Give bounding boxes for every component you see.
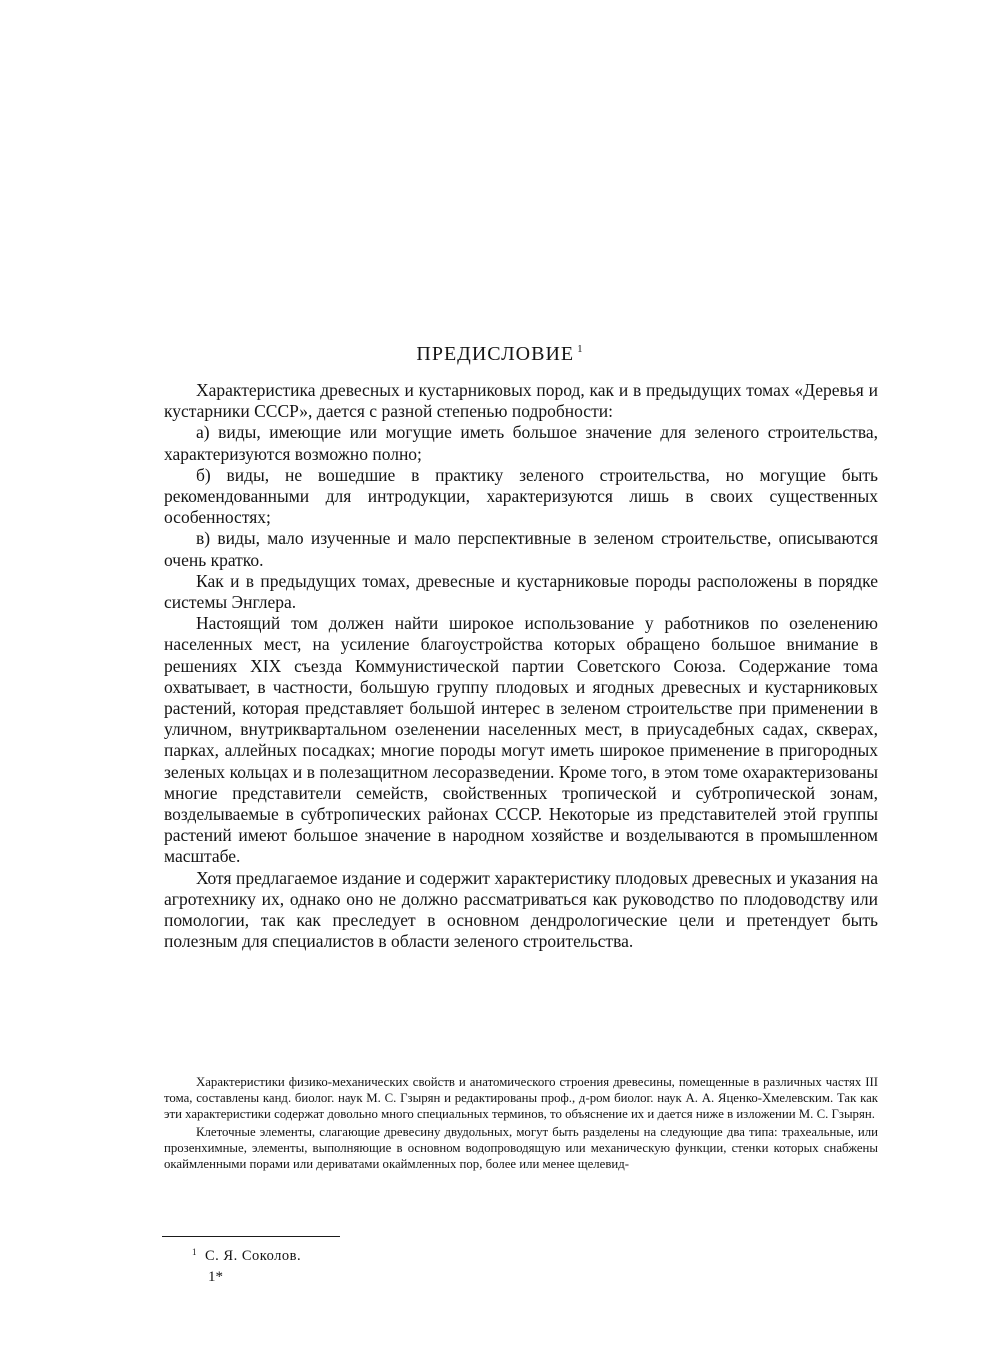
paragraph-engler: Как и в предыдущих томах, древесные и кустарниковые породы расположены в порядке системы Энглера. [164, 570, 878, 613]
sheet-signature: 1* [208, 1269, 223, 1285]
title-text: ПРЕДИСЛОВИЕ [416, 343, 575, 365]
paragraph-intro: Характеристика древесных и кустарниковых пород, как и в предыдущих томах «Деревья и кустарники СССР», дается с разной степенью подробности: [164, 380, 878, 422]
paragraph-item-a: а) виды, имеющие или могущие иметь большое значение для зеленого строительства, характеризуются возможно полно; [164, 422, 878, 464]
paragraph-item-c: в) виды, мало изученные и мало перспективные в зеленом строительстве, описываются очень кратко. [164, 528, 878, 570]
footnote-marker: 1 [192, 1247, 197, 1257]
note-cell-elements: Клеточные элементы, слагающие древесину двудольных, могут быть разделены на следующие два типа: трахеальные, или прозенхимные, элементы, выполняющие в основном водопроводящую или механическую функции, стенки которых снабжены окаймленными порами или дериватами окаймленных пор, более или менее щелевид- [164, 1124, 878, 1172]
title-footnote-marker: 1 [577, 343, 584, 355]
footnote-text: С. Я. Соколов. [205, 1248, 302, 1264]
small-print-notes [164, 1074, 878, 1173]
footnote [192, 1243, 301, 1265]
footnote-divider [162, 1236, 340, 1237]
paragraph-purpose: Хотя предлагаемое издание и содержит характеристику плодовых древесных и указания на агротехнику их, однако оно не должно рассматриваться как руководство по плодоводству или помологии, так как преследует в основном дендрологические цели и претендует быть полезным для специалистов в области зеленого строительства. [164, 867, 878, 952]
paragraph-item-b: б) виды, не вошедшие в практику зеленого строительства, но могущие быть рекомендованными для интродукции, характеризуются лишь в своих существенных особенностях; [164, 464, 878, 528]
main-text [164, 380, 878, 952]
page-title [0, 336, 1000, 367]
paragraph-usage: Настоящий том должен найти широкое использование у работников по озеленению населенных мест, на усиление благоустройства которых обращено большое внимание в решениях XIX съезда Коммунистической партии Советского Союза. Содержание тома охватывает, в частности, большую группу плодовых и ягодных древесных и кустарниковых растений, которая представляет большой интерес в зеленом строительстве при применении в уличном, внутриквартальном озеленении населенных мест, в приусадебных садах, скверах, парках, аллейных посадках; многие породы могут иметь широкое применение в пригородных зеленых кольцах и в полезащитном лесоразведении. Кроме того, в этом томе охарактеризованы многие представители семейств, свойственных тропической и субтропической зонам, возделываемые в субтропических районах СССР. Некоторые из представителей этой группы растений имеют большое значение в народном хозяйстве и возделываются в промышленном масштабе. [164, 613, 878, 867]
note-characteristics: Характеристики физико-механических свойств и анатомического строения древесины, помещенные в различных частях III тома, составлены канд. биолог. наук М. С. Гзырян и редактированы проф., д-ром биолог. наук А. А. Яценко-Хмелевским. Так как эти характеристики содержат довольно много специальных терминов, то объяснение их и дается ниже в изложении М. С. Гзырян. [164, 1075, 878, 1122]
